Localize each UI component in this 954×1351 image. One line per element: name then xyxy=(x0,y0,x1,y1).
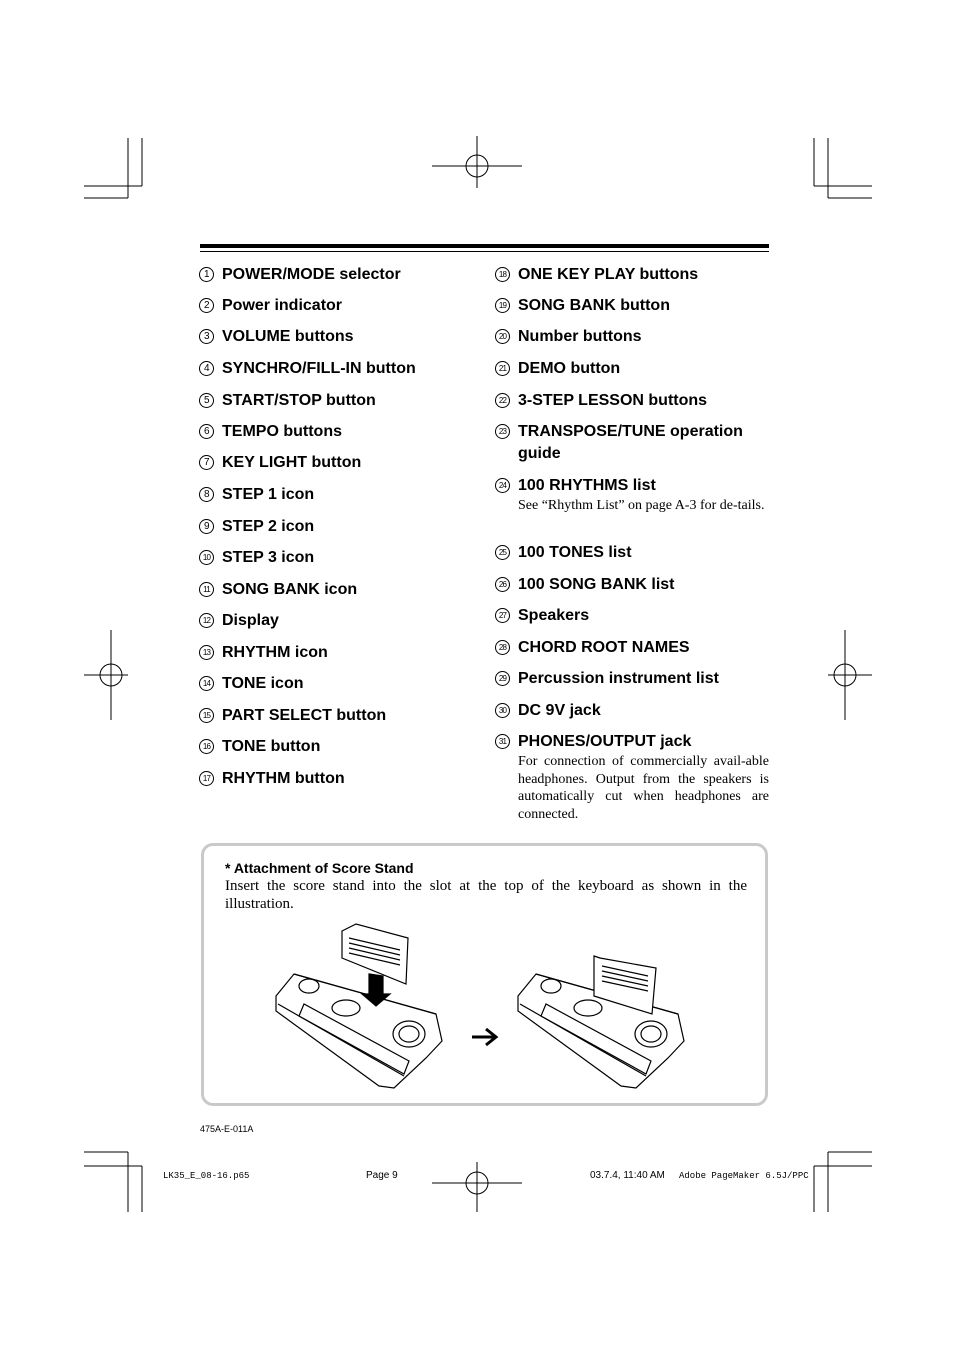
list-item xyxy=(199,705,474,727)
list-item xyxy=(495,264,769,286)
item-title: TONE button xyxy=(222,738,321,755)
document-code: 475A-E-011A xyxy=(200,1124,254,1134)
list-item xyxy=(199,390,474,412)
footer-file-name: LK35_E_08-16.p65 xyxy=(163,1171,250,1181)
item-title: Percussion instrument list xyxy=(518,670,719,687)
item-number: 2 xyxy=(199,298,214,313)
item-number: 19 xyxy=(495,298,510,313)
item-number: 21 xyxy=(495,361,510,376)
item-title: Speakers xyxy=(518,607,590,624)
item-title: ONE KEY PLAY buttons xyxy=(518,266,699,283)
item-number: 20 xyxy=(495,329,510,344)
item-title: DEMO button xyxy=(518,360,621,377)
item-title: PHONES/OUTPUT jack xyxy=(518,733,692,750)
item-number: 1 xyxy=(199,267,214,282)
list-item xyxy=(199,295,474,317)
item-number: 12 xyxy=(199,613,214,628)
keyboard-after-illustration xyxy=(518,956,684,1088)
list-item xyxy=(199,736,474,758)
item-number: 13 xyxy=(199,645,214,660)
note-text: Insert the score stand into the slot at the top of the keyboard as shown in the illustration. xyxy=(225,878,747,912)
item-description: See “Rhythm List” on page A-3 for de-tails. xyxy=(518,498,765,513)
item-title: 100 TONES list xyxy=(518,544,632,561)
list-item xyxy=(495,475,769,515)
keyboard-before-illustration xyxy=(276,924,442,1088)
item-title: STEP 1 icon xyxy=(222,486,315,503)
item-number: 3 xyxy=(199,329,214,344)
list-item xyxy=(199,673,474,695)
footer-page: Page 9 xyxy=(366,1170,398,1181)
item-number: 11 xyxy=(199,582,214,597)
list-item xyxy=(495,637,769,659)
item-title: TEMPO buttons xyxy=(222,423,342,440)
item-number: 18 xyxy=(495,267,510,282)
item-title: 100 RHYTHMS list xyxy=(518,477,656,494)
item-description: For connection of commercially avail-able headphones. Output from the speakers is automatically cut when headphones are connected. xyxy=(518,754,769,822)
list-item xyxy=(495,700,769,722)
item-title: START/STOP button xyxy=(222,392,376,409)
item-title: Power indicator xyxy=(222,297,343,314)
list-item xyxy=(495,390,769,412)
item-title: STEP 2 icon xyxy=(222,518,315,535)
list-item xyxy=(199,642,474,664)
item-number: 30 xyxy=(495,703,510,718)
list-item xyxy=(495,574,769,596)
item-number: 29 xyxy=(495,671,510,686)
item-number: 28 xyxy=(495,640,510,655)
list-item xyxy=(495,605,769,627)
item-title: DC 9V jack xyxy=(518,702,601,719)
list-item xyxy=(495,542,769,564)
list-item xyxy=(495,668,769,690)
arrow-icon xyxy=(472,1029,496,1045)
item-number: 7 xyxy=(199,455,214,470)
list-item xyxy=(495,358,769,380)
item-title: TONE icon xyxy=(222,675,304,692)
item-title: CHORD ROOT NAMES xyxy=(518,639,690,656)
list-item xyxy=(199,264,474,286)
item-number: 9 xyxy=(199,519,214,534)
item-number: 26 xyxy=(495,577,510,592)
item-number: 14 xyxy=(199,676,214,691)
item-number: 5 xyxy=(199,393,214,408)
item-title: VOLUME buttons xyxy=(222,328,354,345)
item-number: 17 xyxy=(199,771,214,786)
list-item xyxy=(495,295,769,317)
item-title: Number buttons xyxy=(518,328,642,345)
item-title: STEP 3 icon xyxy=(222,549,315,566)
list-item xyxy=(199,421,474,443)
footer-date: 03.7.4, 11:40 AM xyxy=(590,1170,665,1181)
item-title: TRANSPOSE/TUNE operation guide xyxy=(518,423,743,462)
item-number: 16 xyxy=(199,739,214,754)
item-title: SONG BANK button xyxy=(518,297,670,314)
item-number: 4 xyxy=(199,361,214,376)
item-number: 10 xyxy=(199,550,214,565)
item-title: KEY LIGHT button xyxy=(222,454,362,471)
item-title: POWER/MODE selector xyxy=(222,266,401,283)
list-item xyxy=(199,358,474,380)
list-item xyxy=(199,579,474,601)
list-item xyxy=(199,516,474,538)
item-number: 8 xyxy=(199,487,214,502)
item-number: 23 xyxy=(495,424,510,439)
item-number: 15 xyxy=(199,708,214,723)
item-title: SONG BANK icon xyxy=(222,581,358,598)
item-title: RHYTHM icon xyxy=(222,644,328,661)
item-title: 3-STEP LESSON buttons xyxy=(518,392,708,409)
item-number: 27 xyxy=(495,608,510,623)
list-item xyxy=(495,421,769,465)
item-title: RHYTHM button xyxy=(222,770,345,787)
item-title: 100 SONG BANK list xyxy=(518,576,675,593)
item-number: 6 xyxy=(199,424,214,439)
list-item xyxy=(199,768,474,790)
list-item xyxy=(199,326,474,348)
list-item xyxy=(495,731,769,823)
item-title: Display xyxy=(222,612,279,629)
list-item xyxy=(495,326,769,348)
item-number: 22 xyxy=(495,393,510,408)
list-item xyxy=(199,547,474,569)
item-number: 31 xyxy=(495,734,510,749)
footer-app: Adobe PageMaker 6.5J/PPC xyxy=(679,1171,809,1181)
item-number: 24 xyxy=(495,478,510,493)
header-rule xyxy=(200,244,769,254)
item-number: 25 xyxy=(495,545,510,560)
item-title: SYNCHRO/FILL-IN button xyxy=(222,360,416,377)
list-item xyxy=(199,484,474,506)
note-title: * Attachment of Score Stand xyxy=(225,860,414,876)
list-item xyxy=(199,452,474,474)
list-item xyxy=(199,610,474,632)
item-title: PART SELECT button xyxy=(222,707,387,724)
score-stand-note xyxy=(201,843,768,1106)
